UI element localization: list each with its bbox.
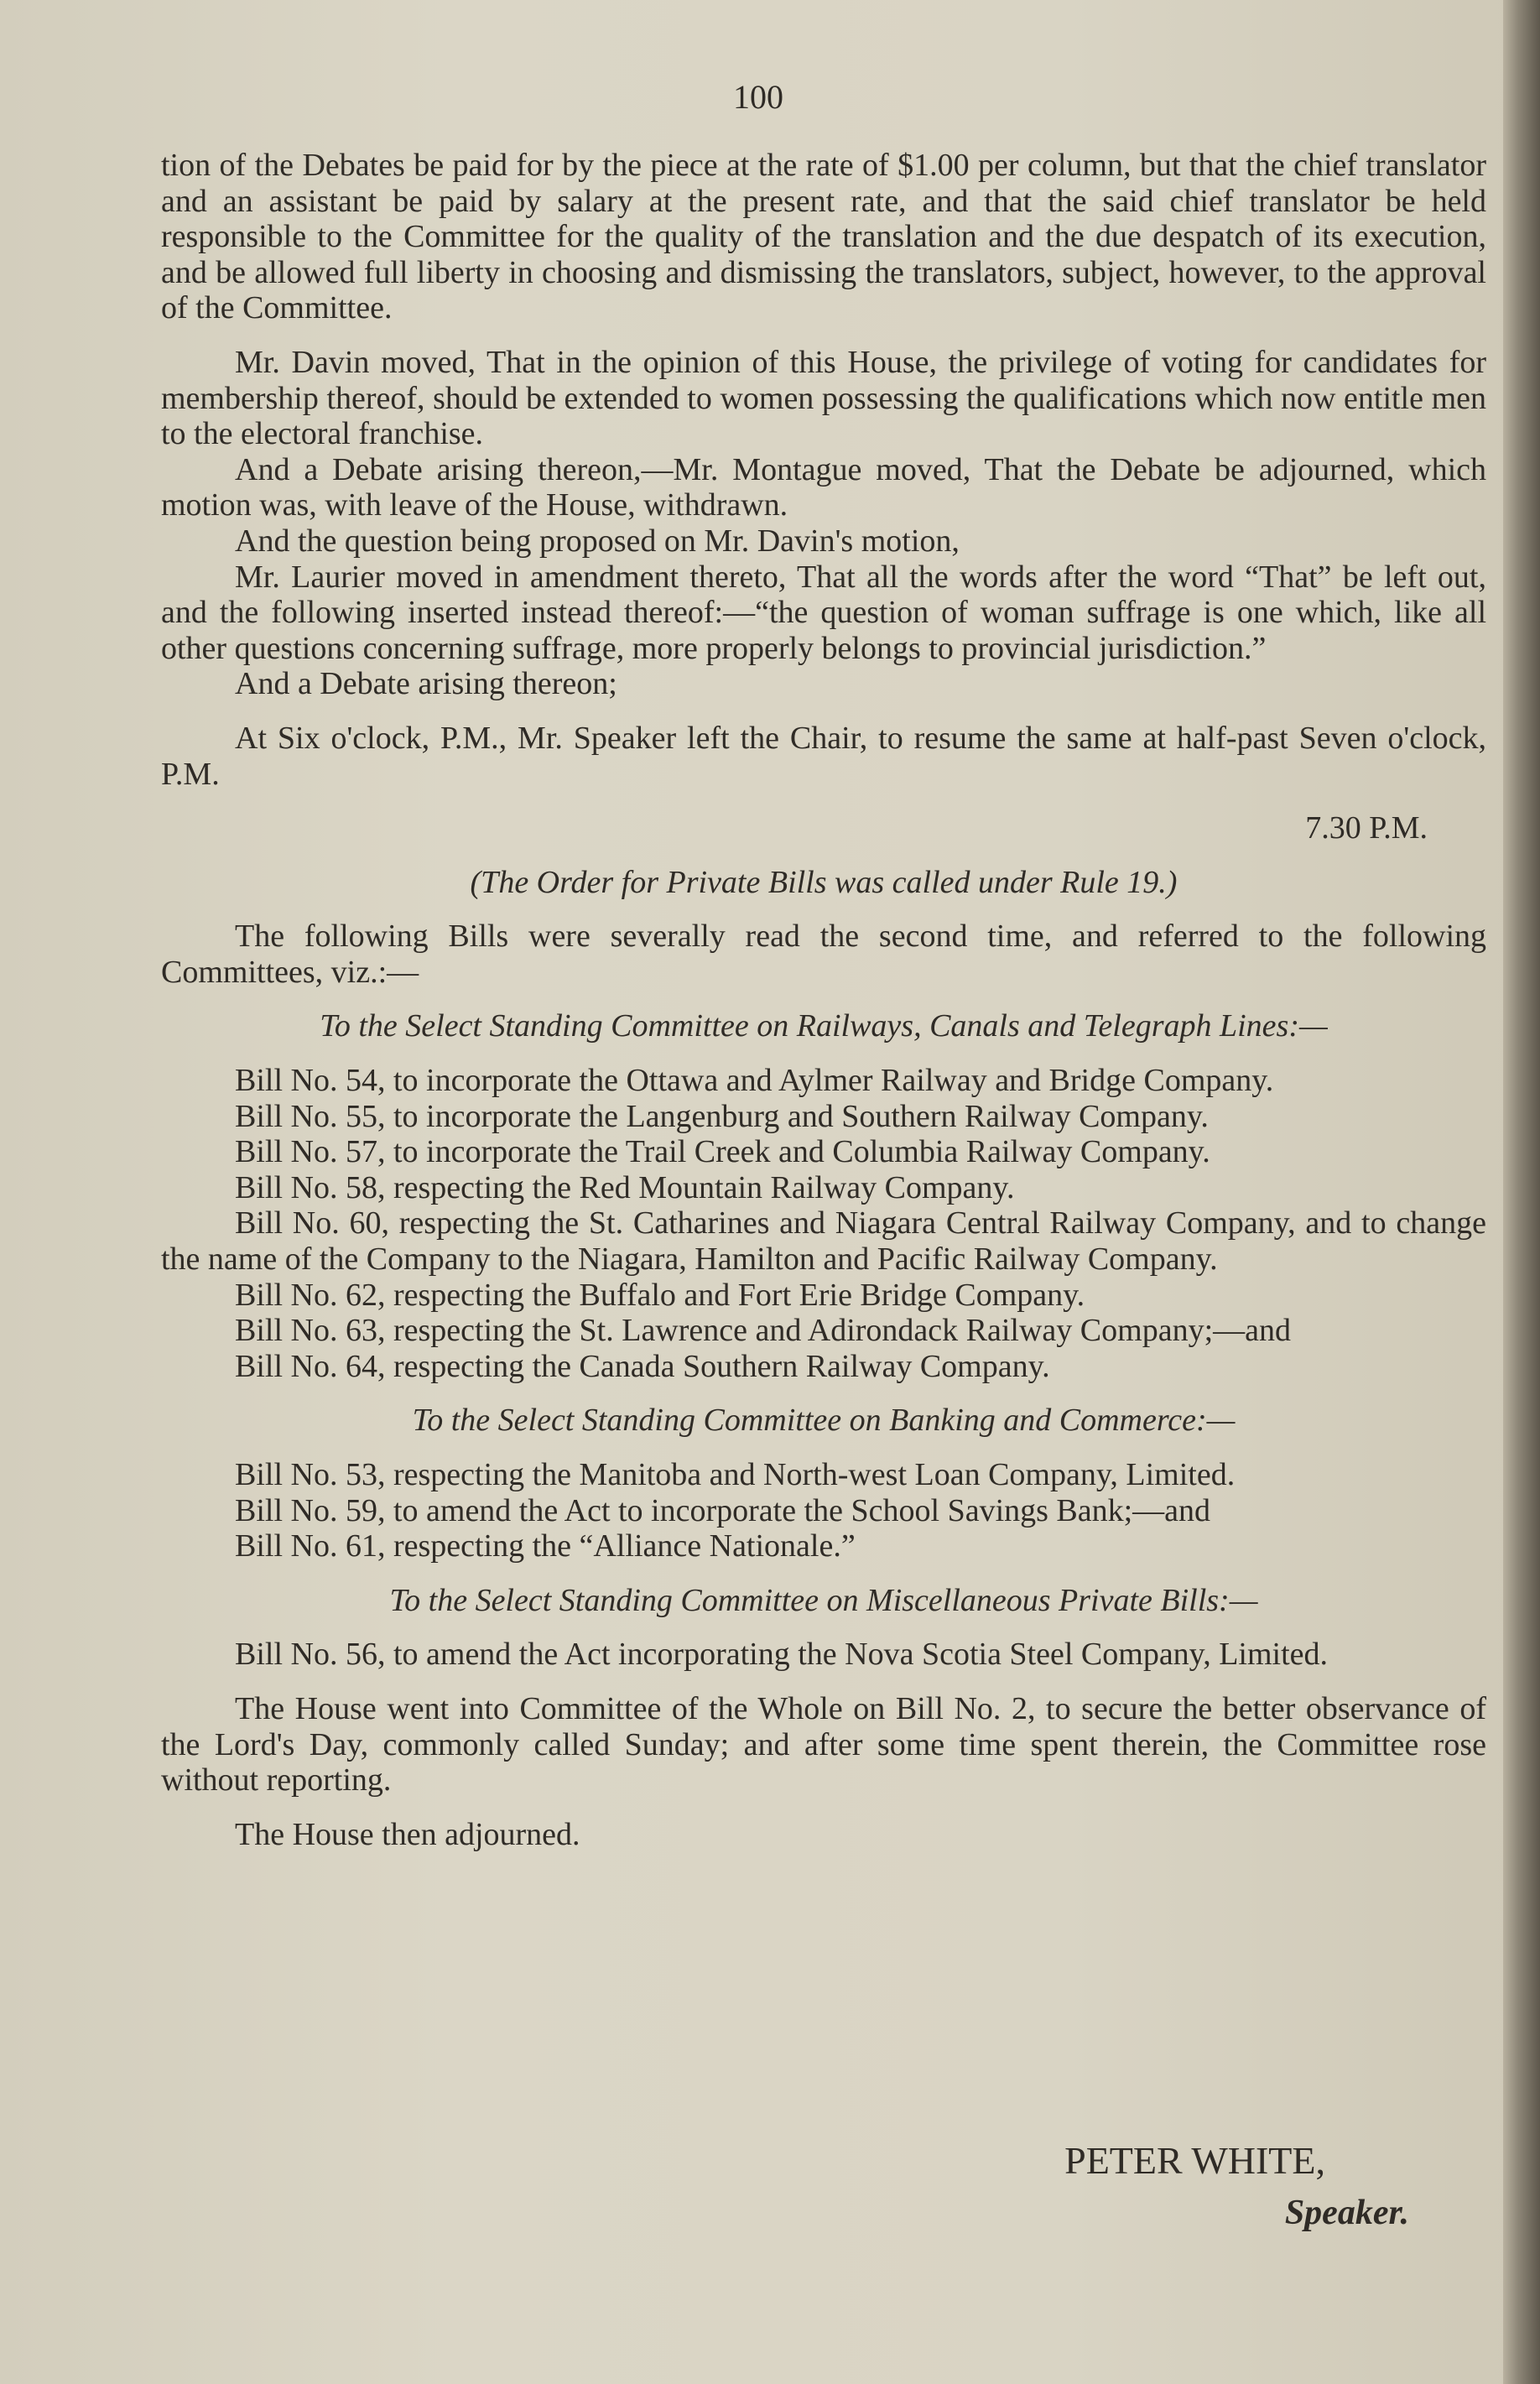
paragraph-six-oclock: At Six o'clock, P.M., Mr. Speaker left the Chair, to resume the same at half-past Seven o'clock, P.M.	[161, 720, 1486, 792]
book-spine-edge	[1503, 0, 1540, 2384]
paragraph-montague-adjourn: And a Debate arising thereon,—Mr. Montague moved, That the Debate be adjourned, which motion was, with leave of the House, withdrawn.	[161, 451, 1486, 523]
committee-heading-miscellaneous: To the Select Standing Committee on Miscellaneous Private Bills:—	[389, 1582, 1258, 1618]
paragraph-question-proposed: And the question being proposed on Mr. Davin's motion,	[235, 523, 960, 559]
paragraph-bills-read: The following Bills were severally read the second time, and referred to the following Committees, viz.:—	[161, 919, 1486, 990]
signature-block	[1064, 2135, 1409, 2239]
paragraph-laurier-amendment: Mr. Laurier moved in amendment thereto, That all the words after the word “That” be left out, and the following inserted instead thereof:—“the question of woman suffrage is one which, like all other questions concerning suffrage, more properly belongs to provincial jurisdiction.”	[161, 559, 1486, 666]
bill-59: Bill No. 59, to amend the Act to incorporate the School Savings Bank;—and	[235, 1492, 1211, 1528]
bill-60: Bill No. 60, respecting the St. Catharines and Niagara Central Railway Company, and to change the name of the Company to the Niagara, Hamilton and Pacific Railway Company.	[161, 1205, 1486, 1278]
journal-text	[161, 148, 1486, 1852]
order-private-bills: (The Order for Private Bills was called under Rule 19.)	[470, 864, 1178, 900]
committee-heading-banking: To the Select Standing Committee on Banking and Commerce:—	[412, 1403, 1236, 1439]
committee-heading-railways: To the Select Standing Committee on Railways, Canals and Telegraph Lines:—	[320, 1008, 1328, 1044]
signature-name: PETER WHITE,	[1064, 2139, 1325, 2182]
bill-53: Bill No. 53, respecting the Manitoba and North-west Loan Company, Limited.	[235, 1457, 1236, 1492]
bill-61: Bill No. 61, respecting the “Alliance Nationale.”	[235, 1528, 856, 1564]
paragraph-lords-day: The House went into Committee of the Whole on Bill No. 2, to secure the better observance of the Lord's Day, commonly called Sunday; and after some time spent therein, the Committee rose without reporting.	[161, 1690, 1486, 1798]
bill-62: Bill No. 62, respecting the Buffalo and Fort Erie Bridge Company.	[235, 1277, 1085, 1313]
signature-title: Speaker.	[1284, 2194, 1409, 2232]
bill-64: Bill No. 64, respecting the Canada Southern Railway Company.	[235, 1348, 1050, 1384]
paragraph-adjourned: The House then adjourned.	[235, 1816, 580, 1852]
bill-54: Bill No. 54, to incorporate the Ottawa and Aylmer Railway and Bridge Company.	[235, 1063, 1274, 1099]
time-heading: 7.30 P.M.	[1305, 810, 1428, 846]
page-number: 100	[733, 78, 783, 116]
bill-56: Bill No. 56, to amend the Act incorporating the Nova Scotia Steel Company, Limited.	[235, 1637, 1329, 1673]
paragraph-davin-motion: Mr. Davin moved, That in the opinion of this House, the privilege of voting for candidates for membership thereof, should be extended to women possessing the qualifications which now entitle men to the electoral franchise.	[161, 344, 1486, 452]
bill-55: Bill No. 55, to incorporate the Langenburg and Southern Railway Company.	[235, 1098, 1209, 1134]
paragraph-debates-payment: tion of the Debates be paid for by the piece at the rate of $1.00 per column, but that the chief translator and an assistant be paid by salary at the present rate, and that the said chief translator be held responsible to the Committee for the quality of the translation and the due despatch of its execution, and be allowed full liberty in choosing and dismissing the translators, subject, however, to the approval of the Committee.	[161, 148, 1486, 326]
bill-63: Bill No. 63, respecting the St. Lawrence and Adirondack Railway Company;—and	[235, 1313, 1291, 1349]
bill-58: Bill No. 58, respecting the Red Mountain Railway Company.	[235, 1169, 1015, 1205]
bill-57: Bill No. 57, to incorporate the Trail Creek and Columbia Railway Company.	[235, 1134, 1210, 1170]
paragraph-debate-arising: And a Debate arising thereon;	[235, 666, 617, 702]
